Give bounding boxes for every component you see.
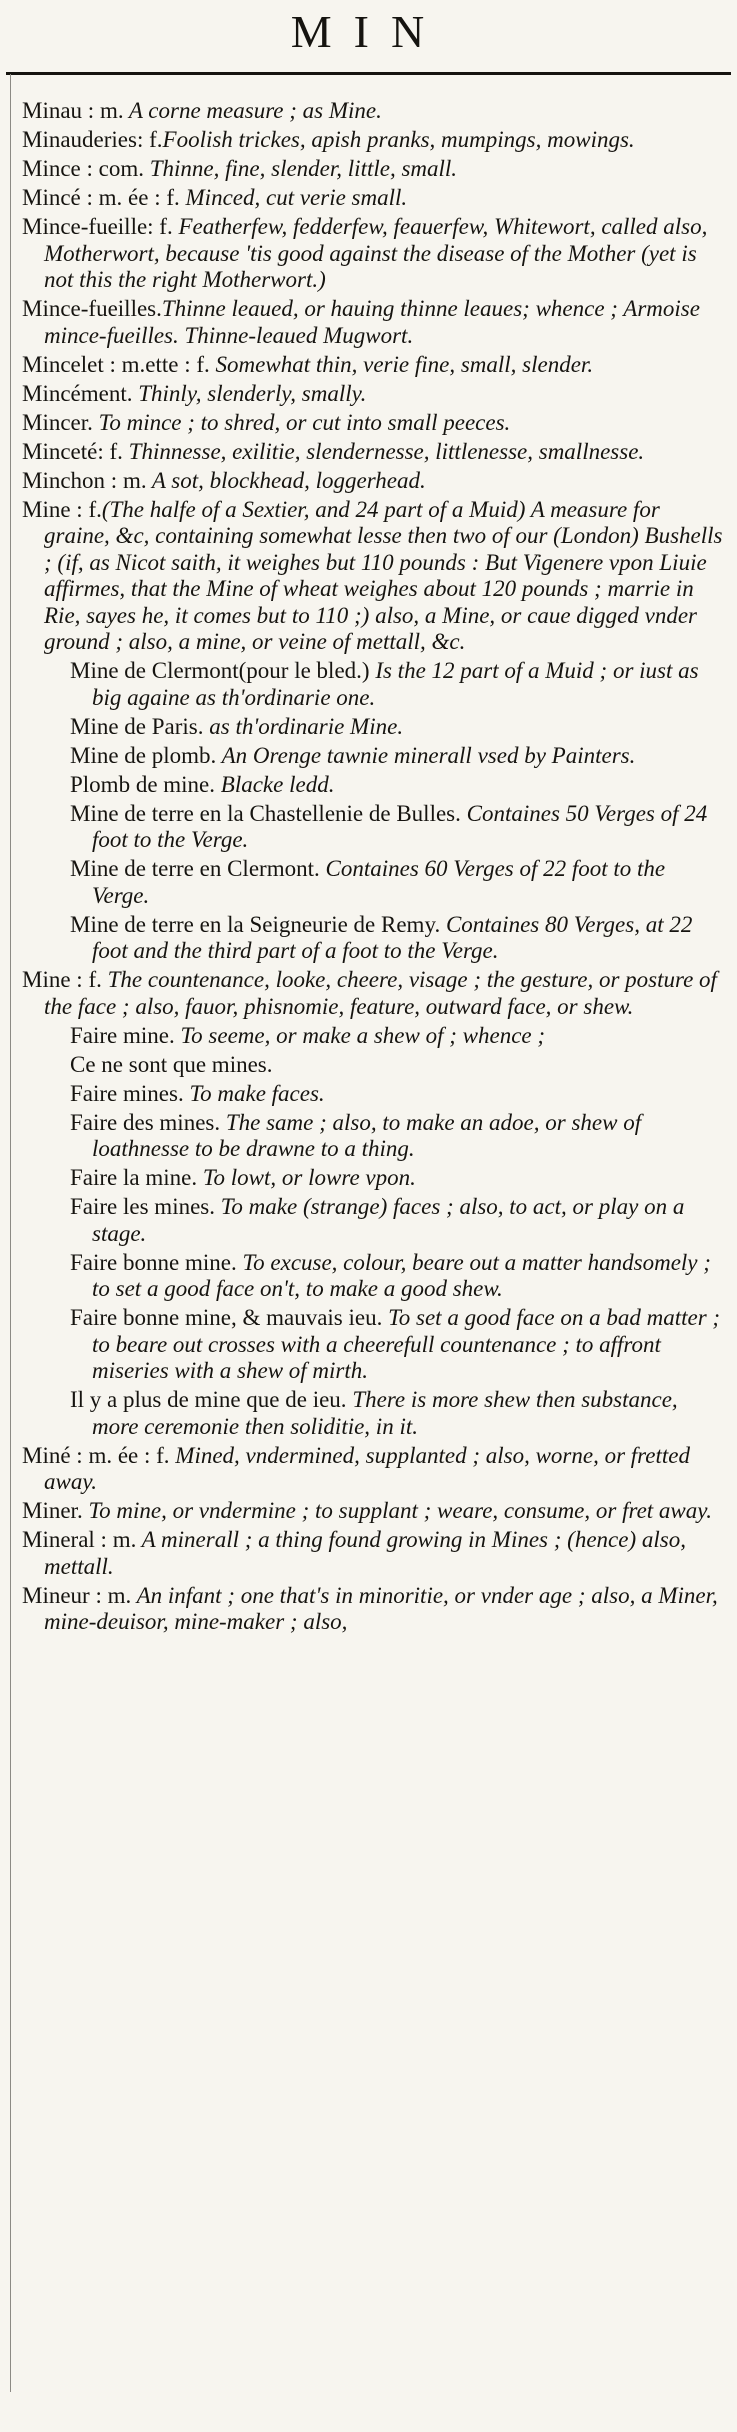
page-header: MIN [290,6,447,57]
definition: To mince ; to shred, or cut into small peeces. [92,409,511,435]
headword: Mine de terre en la Seigneurie de Remy. [70,911,441,937]
sub-entry [22,658,724,711]
definition: Featherfew, fedderfew, feauerfew, Whitewort, called also, Motherwort, because 'tis good against the disease of the Mother (yet is not this the right Motherwort.) [44,214,708,292]
sub-entry [22,1305,724,1385]
headword: Mincé : m. ée : f. [22,185,180,210]
definition: To seeme, or make a shew of ; whence ; [174,1022,546,1048]
headword: Mine : f. [22,967,102,992]
headword: Mince : com. [22,156,144,181]
dictionary-entry [22,410,724,437]
headword: Mine de Clermont(pour le bled.) [70,658,370,683]
dictionary-entry [22,1583,724,1636]
dictionary-entry [22,468,724,495]
sub-entry [22,1110,724,1163]
header-rule [6,72,731,75]
definition: To make faces. [183,1080,325,1106]
dictionary-entry [22,214,724,294]
definition: The same ; also, to make an adoe, or shew of loathnesse to be drawne to a thing. [92,1109,642,1161]
headword: Minau : m. [22,98,124,123]
sub-entry [22,856,724,909]
definition: Mined, vndermined, supplanted ; also, worne, or fretted away. [44,1442,690,1494]
column-rule [10,74,11,2392]
definition: To set a good face on a bad matter ; to beare out crosses with a cheerefull countenance ; to affront miseries with a shew of mirth. [92,1305,721,1383]
headword: Faire bonne mine, & mauvais ieu. [70,1305,383,1330]
dictionary-entry [22,127,724,154]
dictionary-entry [22,1443,724,1496]
dictionary-entry [22,296,724,349]
sub-entry [22,1250,724,1303]
sub-entry [22,1387,724,1440]
headword: Minchon : m. [22,467,147,493]
headword: Mincément. [22,380,133,406]
dictionary-entry [22,439,724,466]
headword: Mince-fueille: f. [22,214,173,239]
dictionary-entry [22,352,724,379]
definition: as th'ordinarie Mine. [203,713,404,739]
headword: Mineral : m. [22,1527,137,1552]
headword: Mine : f. [22,496,102,522]
dictionary-entry [22,156,724,183]
headword: Faire bonne mine. [70,1249,237,1275]
headword: Plomb de mine. [70,771,216,797]
sub-entry [22,1081,724,1108]
definition: To excuse, colour, beare out a matter handsomely ; to set a good face on't, to make a good shew. [92,1249,711,1301]
definition: An Orenge tawnie minerall vsed by Painters. [216,742,636,768]
headword: Faire des mines. [70,1109,221,1135]
definition: Thinne, fine, slender, little, small. [144,156,458,181]
definition: (The halfe of a Sextier, and 24 part of a Muid) A measure for graine, &c, containing somewhat lesse then two of our (London) Bushells ; (if, as Nicot saith, it weighes but 110 pounds : But Vigenere vpon Liuie affirmes, that the Mine of wheat weighes about 120 pounds ; marrie in Rie, sayes he, it comes but to 110 ;) also, a Mine, or caue digged vnder ground ; also, a mine, or veine of mettall, &c. [44,496,723,654]
headword: Mincer. [22,409,93,435]
sub-entry [22,714,724,741]
sub-entry [22,772,724,799]
headword: Mine de plomb. [70,742,217,768]
definition: Containes 80 Verges, at 22 foot and the third part of a foot to the Verge. [92,911,693,963]
definition: To make (strange) faces ; also, to act, or play on a stage. [92,1194,685,1246]
definition: Thinne leaued, or hauing thinne leaues; whence ; Armoise mince-fueilles. Thinne-leaued Mugwort. [44,296,700,348]
headword: Mine de terre en Clermont. [70,856,320,881]
dictionary-entry [22,381,724,408]
headword: Mince-fueilles. [22,296,162,321]
sub-entry [22,1194,724,1247]
dictionary-entry [22,497,724,656]
definition: To mine, or vndermine ; to supplant ; weare, consume, or fret away. [82,1498,712,1523]
sub-entry [22,912,724,965]
definition: The countenance, looke, cheere, visage ; the gesture, or posture of the face ; also, fauor, phisnomie, feature, outward face, or shew. [44,967,717,1019]
sub-entry [22,1165,724,1192]
definition: Foolish trickes, apish pranks, mumpings, mowings. [162,127,635,152]
sub-entry [22,743,724,770]
dictionary-entry [22,185,724,212]
definition: Containes 60 Verges of 22 foot to the Verge. [92,856,666,908]
definition: Somewhat thin, verie fine, small, slender. [209,351,594,377]
sub-entry [22,1052,724,1079]
definition: Thinly, slenderly, smally. [132,380,367,406]
headword: Ce ne sont que mines. [70,1051,273,1077]
definition: A minerall ; a thing found growing in Mines ; (hence) also, mettall. [44,1527,686,1579]
headword: Faire mines. [70,1080,184,1106]
definition: A corne measure ; as Mine. [123,98,382,123]
definition: Blacke ledd. [215,771,335,797]
sub-entry [22,801,724,854]
headword: Mincelet : m.ette : f. [22,351,210,377]
dictionary-entry [22,1498,724,1525]
definition: Is the 12 part of a Muid ; or iust as big againe as th'ordinarie one. [92,658,699,710]
definition: There is more shew then substance, more ceremonie then soliditie, in it. [92,1387,678,1439]
headword: Faire mine. [70,1022,175,1048]
dictionary-entry [22,98,724,125]
headword: Mine de Paris. [70,713,204,739]
definition: An infant ; one that's in minoritie, or vnder age ; also, a Miner, mine-deuisor, mine-maker ; also, [44,1582,718,1634]
headword: Mine de terre en la Chastellenie de Bulles. [70,800,461,826]
headword: Miné : m. ée : f. [22,1442,170,1468]
definition: To lowt, or lowre vpon. [197,1165,416,1190]
headword: Il y a plus de mine que de ieu. [70,1387,347,1412]
headword: Faire la mine. [70,1165,198,1190]
headword: Faire les mines. [70,1194,215,1219]
dictionary-entry [22,967,724,1020]
sub-entry [22,1023,724,1050]
entry-column [22,98,724,1638]
dictionary-entry [22,1527,724,1580]
headword: Miner. [22,1498,83,1523]
definition: Minced, cut verie small. [179,185,408,210]
definition: A sot, blockhead, loggerhead. [146,467,426,493]
headword: Minauderies: f. [22,127,163,152]
headword: Minceté: f. [22,438,123,464]
headword: Mineur : m. [22,1582,132,1608]
definition: Thinnesse, exilitie, slendernesse, littlenesse, smallnesse. [122,438,645,464]
definition: Containes 50 Verges of 24 foot to the Verge. [92,800,708,852]
